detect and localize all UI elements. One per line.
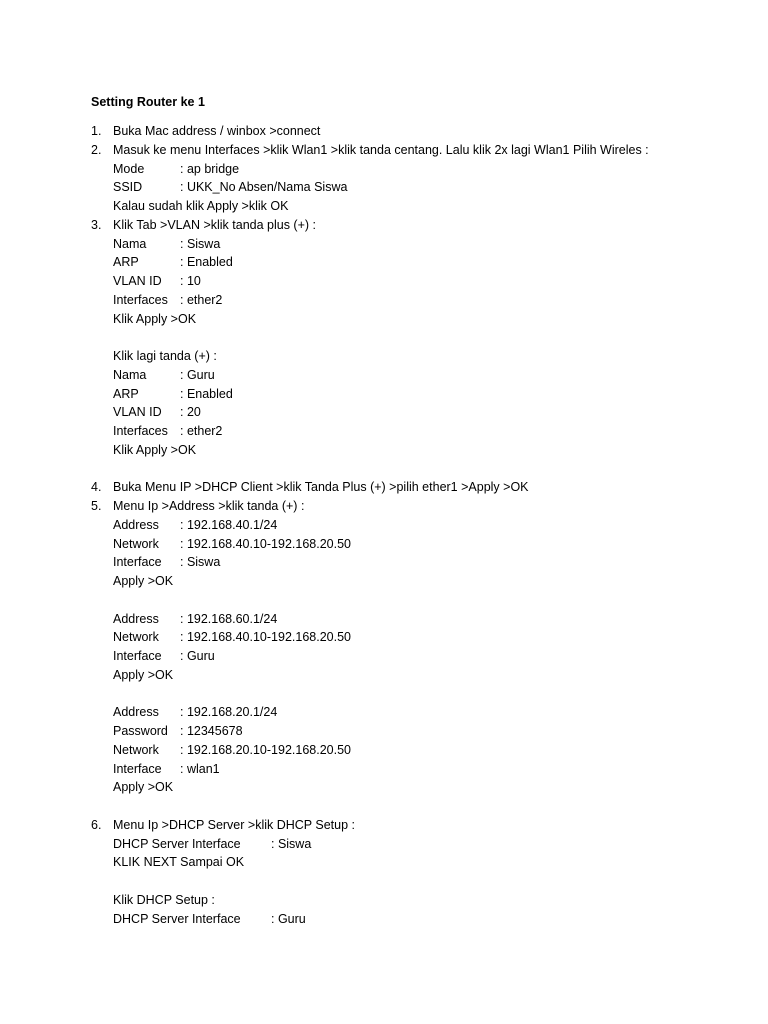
setting-row — [91, 835, 751, 854]
setting-label: Address — [113, 611, 159, 626]
numbered-step — [91, 816, 751, 835]
setting-row — [91, 553, 751, 572]
blank-line — [91, 328, 751, 347]
setting-value: : wlan1 — [180, 761, 220, 776]
setting-value: : Siswa — [271, 836, 312, 851]
instruction-line: Klik Apply >OK — [113, 311, 197, 326]
setting-label: Interface — [113, 555, 162, 570]
setting-row — [91, 703, 751, 722]
step-number: 3. — [91, 217, 102, 232]
instruction-line: Klik Apply >OK — [113, 442, 197, 457]
setting-value: : ether2 — [180, 424, 223, 438]
setting-label: VLAN ID — [113, 405, 162, 420]
instruction-text — [91, 347, 751, 366]
setting-value: : Guru — [180, 649, 215, 663]
step-number: 6. — [91, 817, 102, 832]
step-text: Buka Menu IP >DHCP Client >klik Tanda Plus (+) >pilih ether1 >Apply >OK — [113, 480, 529, 495]
setting-label: DHCP Server Interface — [113, 836, 241, 851]
setting-row — [91, 722, 751, 741]
step-number: 4. — [91, 480, 102, 495]
setting-label: DHCP Server Interface — [113, 911, 241, 926]
instruction-text — [91, 441, 751, 460]
setting-value: : 12345678 — [180, 724, 243, 738]
setting-value: : 192.168.40.10-192.168.20.50 — [180, 536, 351, 551]
instruction-text — [91, 197, 751, 216]
setting-row — [91, 422, 751, 441]
setting-label: VLAN ID — [113, 274, 162, 288]
blank-line — [91, 591, 751, 610]
blank-line — [91, 872, 751, 891]
setting-value: : 192.168.20.1/24 — [180, 705, 278, 720]
instruction-line: Apply >OK — [113, 574, 174, 588]
instruction-list — [91, 122, 751, 928]
instruction-line: Klik lagi tanda (+) : — [113, 349, 217, 363]
step-text: Menu Ip >Address >klik tanda (+) : — [113, 499, 305, 513]
setting-value: : 192.168.60.1/24 — [180, 611, 278, 626]
setting-row — [91, 610, 751, 629]
blank-line — [91, 685, 751, 704]
setting-row — [91, 910, 751, 929]
instruction-line: Klik DHCP Setup : — [113, 892, 215, 907]
setting-row — [91, 403, 751, 422]
setting-label: Interface — [113, 649, 162, 663]
step-text: Buka Mac address / winbox >connect — [113, 124, 321, 138]
instruction-line: Apply >OK — [113, 667, 174, 682]
instruction-text — [91, 310, 751, 329]
setting-label: Interfaces — [113, 424, 168, 438]
step-text: Masuk ke menu Interfaces >klik Wlan1 >klik tanda centang. Lalu klik 2x lagi Wlan1 Pilih Wireles : — [113, 142, 649, 157]
numbered-step — [91, 478, 751, 497]
setting-row — [91, 235, 751, 254]
setting-row — [91, 160, 751, 179]
setting-row — [91, 385, 751, 404]
setting-label: Address — [113, 517, 159, 532]
numbered-step — [91, 122, 751, 141]
setting-label: Network — [113, 536, 159, 551]
setting-value: : Guru — [180, 367, 215, 382]
instruction-text — [91, 572, 751, 591]
instruction-text — [91, 666, 751, 685]
numbered-step — [91, 141, 751, 160]
setting-value: : ether2 — [180, 292, 223, 307]
instruction-line: KLIK NEXT Sampai OK — [113, 855, 245, 870]
setting-label: Address — [113, 705, 159, 720]
setting-label: Nama — [113, 236, 147, 251]
step-text: Klik Tab >VLAN >klik tanda plus (+) : — [113, 217, 316, 232]
setting-value: : Siswa — [180, 236, 221, 251]
setting-value: : ap bridge — [180, 161, 240, 176]
setting-row — [91, 535, 751, 554]
instruction-text — [91, 891, 751, 910]
setting-value: : Enabled — [180, 255, 233, 270]
setting-row — [91, 741, 751, 760]
setting-value: : 192.168.40.10-192.168.20.50 — [180, 630, 351, 645]
setting-value: : 10 — [180, 274, 201, 288]
blank-line — [91, 797, 751, 816]
setting-row — [91, 760, 751, 779]
setting-row — [91, 366, 751, 385]
setting-value: : Enabled — [180, 386, 233, 401]
setting-row — [91, 272, 751, 291]
setting-value: : Siswa — [180, 555, 221, 570]
setting-label: Network — [113, 630, 159, 645]
setting-row — [91, 516, 751, 535]
step-text: Menu Ip >DHCP Server >klik DHCP Setup : — [113, 817, 355, 832]
setting-row — [91, 628, 751, 647]
setting-label: Network — [113, 742, 159, 757]
setting-row — [91, 178, 751, 197]
numbered-step — [91, 497, 751, 516]
setting-label: Password — [113, 724, 168, 738]
setting-value: : 192.168.40.1/24 — [180, 517, 278, 532]
setting-row — [91, 647, 751, 666]
setting-label: ARP — [113, 255, 139, 270]
setting-value: : 20 — [180, 405, 201, 420]
setting-value: : Guru — [271, 911, 306, 926]
step-number: 1. — [91, 124, 102, 138]
instruction-line: Apply >OK — [113, 780, 174, 795]
setting-label: Interface — [113, 761, 162, 776]
instruction-text — [91, 853, 751, 872]
step-number: 5. — [91, 499, 102, 513]
setting-label: Nama — [113, 367, 147, 382]
setting-label: ARP — [113, 386, 139, 401]
setting-label: Interfaces — [113, 292, 168, 307]
instruction-line: Kalau sudah klik Apply >klik OK — [113, 199, 289, 213]
setting-label: SSID — [113, 180, 143, 195]
numbered-step — [91, 216, 751, 235]
setting-label: Mode — [113, 161, 145, 176]
setting-value: : 192.168.20.10-192.168.20.50 — [180, 742, 351, 757]
setting-value: : UKK_No Absen/Nama Siswa — [180, 180, 348, 195]
instruction-text — [91, 778, 751, 797]
step-number: 2. — [91, 142, 102, 157]
document-title: Setting Router ke 1 — [91, 95, 205, 109]
setting-row — [91, 253, 751, 272]
blank-line — [91, 460, 751, 479]
setting-row — [91, 291, 751, 310]
